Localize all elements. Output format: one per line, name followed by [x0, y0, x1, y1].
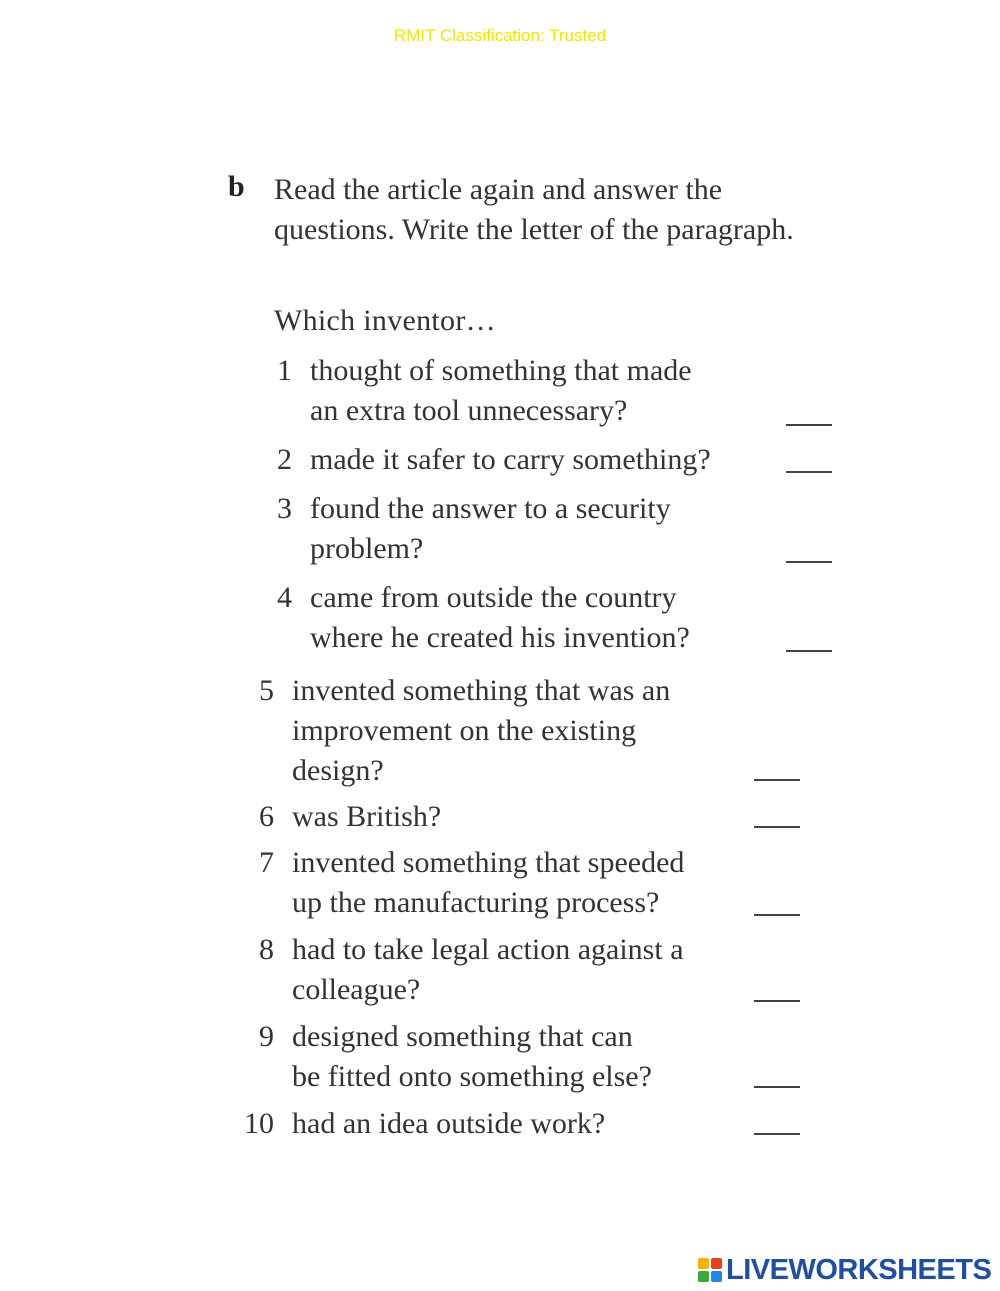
- liveworksheets-logo: [698, 1253, 991, 1287]
- question-number: 2: [277, 443, 292, 476]
- question-number: 1: [277, 354, 292, 387]
- question-line: made it safer to carry something?: [310, 443, 711, 476]
- question-line: where he created his invention?: [310, 621, 690, 654]
- answer-blank-4[interactable]: [786, 650, 832, 652]
- logo-square: [711, 1258, 722, 1269]
- question-line: had an idea outside work?: [292, 1107, 606, 1140]
- answer-blank-6[interactable]: [754, 826, 800, 828]
- question-line: designed something that can: [292, 1020, 633, 1053]
- question-line: invented something that speeded: [292, 846, 685, 879]
- logo-square: [698, 1271, 709, 1282]
- question-number: 3: [277, 492, 292, 525]
- question-line: found the answer to a security: [310, 492, 671, 525]
- question-line: an extra tool unnecessary?: [310, 394, 628, 427]
- logo-mark-icon: [698, 1258, 722, 1282]
- answer-blank-3[interactable]: [786, 561, 832, 563]
- answer-blank-8[interactable]: [754, 1000, 800, 1002]
- question-line: up the manufacturing process?: [292, 886, 660, 919]
- question-line: thought of something that made: [310, 354, 692, 387]
- question-line: was British?: [292, 800, 442, 833]
- logo-text: LIVEWORKSHEETS: [726, 1253, 992, 1286]
- question-line: had to take legal action against a: [292, 933, 684, 966]
- classification-label: RMIT Classification: Trusted: [393, 26, 607, 45]
- answer-blank-9[interactable]: [754, 1086, 800, 1088]
- question-number: 4: [277, 581, 292, 614]
- answer-blank-2[interactable]: [786, 471, 832, 473]
- question-line: design?: [292, 754, 384, 787]
- prompt-text: Which inventor…: [274, 304, 496, 337]
- question-line: came from outside the country: [310, 581, 677, 614]
- section-letter: b: [228, 170, 245, 203]
- answer-blank-10[interactable]: [754, 1133, 800, 1135]
- logo-square: [698, 1258, 709, 1269]
- answer-blank-5[interactable]: [754, 779, 800, 781]
- question-number: 7: [259, 846, 274, 879]
- answer-blank-1[interactable]: [786, 424, 832, 426]
- answer-blank-7[interactable]: [754, 914, 800, 916]
- question-line: problem?: [310, 532, 424, 565]
- question-number: 9: [259, 1020, 274, 1053]
- logo-square: [711, 1271, 722, 1282]
- question-number: 5: [259, 674, 274, 707]
- question-line: colleague?: [292, 973, 421, 1006]
- question-number: 10: [244, 1107, 274, 1140]
- question-line: invented something that was an: [292, 674, 671, 707]
- question-line: improvement on the existing: [292, 714, 637, 747]
- instruction-text: Read the article again and answer the questions. Write the letter of the paragraph.: [274, 173, 794, 246]
- question-line: be fitted onto something else?: [292, 1060, 652, 1093]
- question-number: 6: [259, 800, 274, 833]
- question-number: 8: [259, 933, 274, 966]
